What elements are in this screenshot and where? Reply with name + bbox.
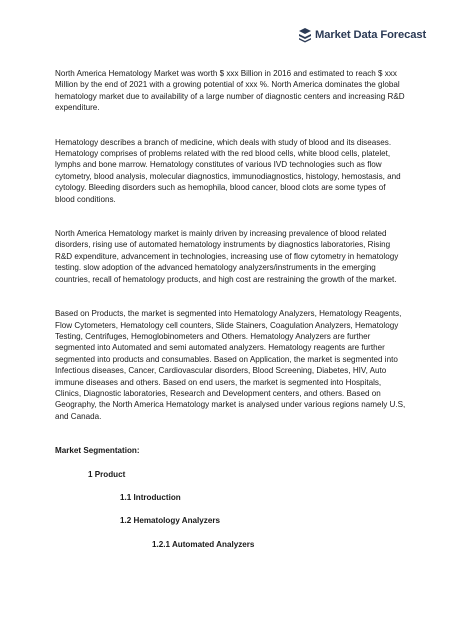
paragraph-drivers: North America Hematology market is mainly driven by increasing prevalence of blood related disorders, rising use of automated hematology instruments by diagnostics laboratories, Rising R&D expenditure, advancement in technologies, increasing use of flow cytometry in hematology testing. slow adoption of the advanced hematology analyzers/instruments in the emerging countries, recall of hematology products, and high cost are restraining the growth of the market. (55, 229, 399, 284)
brand-name: Market Data Forecast (315, 29, 427, 41)
paragraph-segments: Based on Products, the market is segmented into Hematology Analyzers, Hematology Reagents, Flow Cytometers, Hematology cell counters, Slide Stainers, Coagulation Analyzers, Hematology Testing, Centrifuges, Hemoglobinometers and Others. Hematology Analyzers are further segmented into Automated and semi automated analyzers. Hematology reagents are further segmented into products and consumables. Based on Application, the market is segmented into Infectious diseases, Cancer, Cardiovascular disorders, Blood Screening, Diabetes, HIV, Auto immune diseases and others. Based on end users, the market is segmented into Hospitals, Clinics, Diagnostic laboratories, Research and Development centers, and others. Based on Geography, the North America Hematology market is analysed under various regions namely U.S, and Canada. (55, 309, 406, 421)
paragraph-definition: Hematology describes a branch of medicine, which deals with study of blood and its diseases. Hematology comprises of problems related with the red blood cells, white blood cells, platelet, lymphs and bone marrow. Hematology constitutes of various IVD technologies such as flow cytometry, blood analysis, molecular diagnostics, immunodiagnostics, histology, hemostasis, and cytology. Bleeding disorders such as hemophila, blood cancer, blood clots are some types of blood conditions. (55, 137, 401, 204)
segment-item: 1.2 Hematology Analyzers (120, 516, 221, 526)
document-body (55, 68, 407, 550)
segment-item: 1.2.1 Automated Analyzers (152, 539, 255, 549)
segment-item: 1 Product (88, 469, 126, 479)
segment-item: 1.1 Introduction (120, 492, 181, 502)
layers-icon (298, 27, 312, 43)
brand-logo (298, 24, 448, 46)
segmentation-heading: Market Segmentation: (55, 446, 140, 456)
paragraph-market-size: North America Hematology Market was worth $ xxx Billion in 2016 and estimated to reach $ xxx Million by the end of 2021 with a growing potential of xxx %. North America dominates the global hematology market due to availability of a large number of diagnostic centers and increasing R&D expenditure. (55, 69, 405, 113)
